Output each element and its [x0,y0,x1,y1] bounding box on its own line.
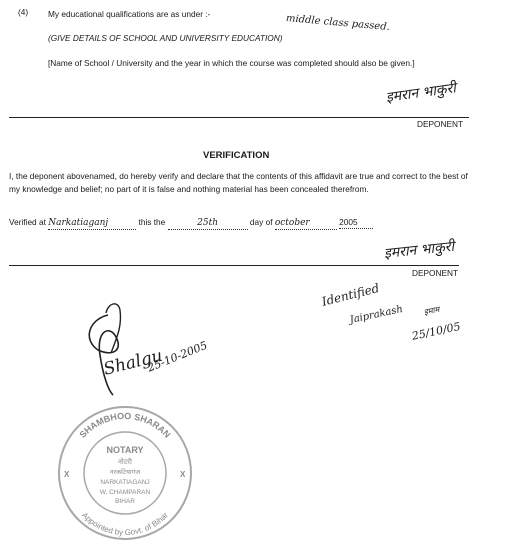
handwritten-qualification: middle class passed. [285,13,391,34]
seal-district: W. CHAMPARAN [99,489,151,496]
education-details-instruction: (GIVE DETAILS OF SCHOOL AND UNIVERSITY EDUCATION) [48,33,283,43]
deponent-signature-top: इमरान भाकुरी [384,80,457,106]
seal-outer-bottom-text: Appointed by Govt. of Bihar [80,510,170,538]
seal-left-mark: X [64,470,70,479]
seal-right-mark: X [180,470,186,479]
verification-body: I, the deponent abovenamed, do hereby verify and declare that the contents of this affidavit are true and correct to the best of my knowledge and belief; no part of it is false and nothing material has been concealed therefrom. [9,171,468,194]
seal-place-hindi: नरकटियागंज [109,469,141,476]
identified-name: Jaiprakash [348,303,404,326]
school-university-instruction: [Name of School / University and the year in which the course was completed should also be given.] [48,58,415,68]
notary-signature-flourish [78,295,178,405]
deponent-label-bottom: DEPONENT [412,268,459,278]
notary-signature-name: Shalgu [101,345,165,380]
seal-title-hindi: नोटरी [118,459,132,466]
verified-day: 25th [168,218,248,230]
verification-heading: VERIFICATION [203,150,270,161]
verified-at-line [9,217,373,230]
seal-state: BIHAR [115,498,135,505]
notary-seal [55,403,195,543]
deponent-signature-bottom: इमरान भाकुरी [383,238,455,262]
qualifications-label: My educational qualifications are as under :- [48,9,211,19]
verified-place: Narkatiaganj [48,218,136,230]
day-of-label: day of [249,217,273,227]
notary-signature-date: 25-10-2005 [145,338,210,375]
deponent-label-top: DEPONENT [417,119,464,129]
identified-date: 25/10/05 [410,319,462,343]
verified-month: october [275,218,337,230]
verified-year: 2005 [339,217,373,229]
divider-bottom [9,265,459,266]
this-the-label: this the [138,217,166,227]
verified-at-label: Verified at [9,217,46,227]
item-number: (4) [18,7,29,17]
identified-hindi-note: इमाम [423,304,441,317]
seal-outer-top-text: SHAMBHOO SHARAN [77,410,173,440]
seal-place: NARKATIAGANJ [100,479,150,486]
identified-note: Identified [320,281,381,309]
seal-title: NOTARY [106,445,144,455]
divider-top [9,117,469,118]
